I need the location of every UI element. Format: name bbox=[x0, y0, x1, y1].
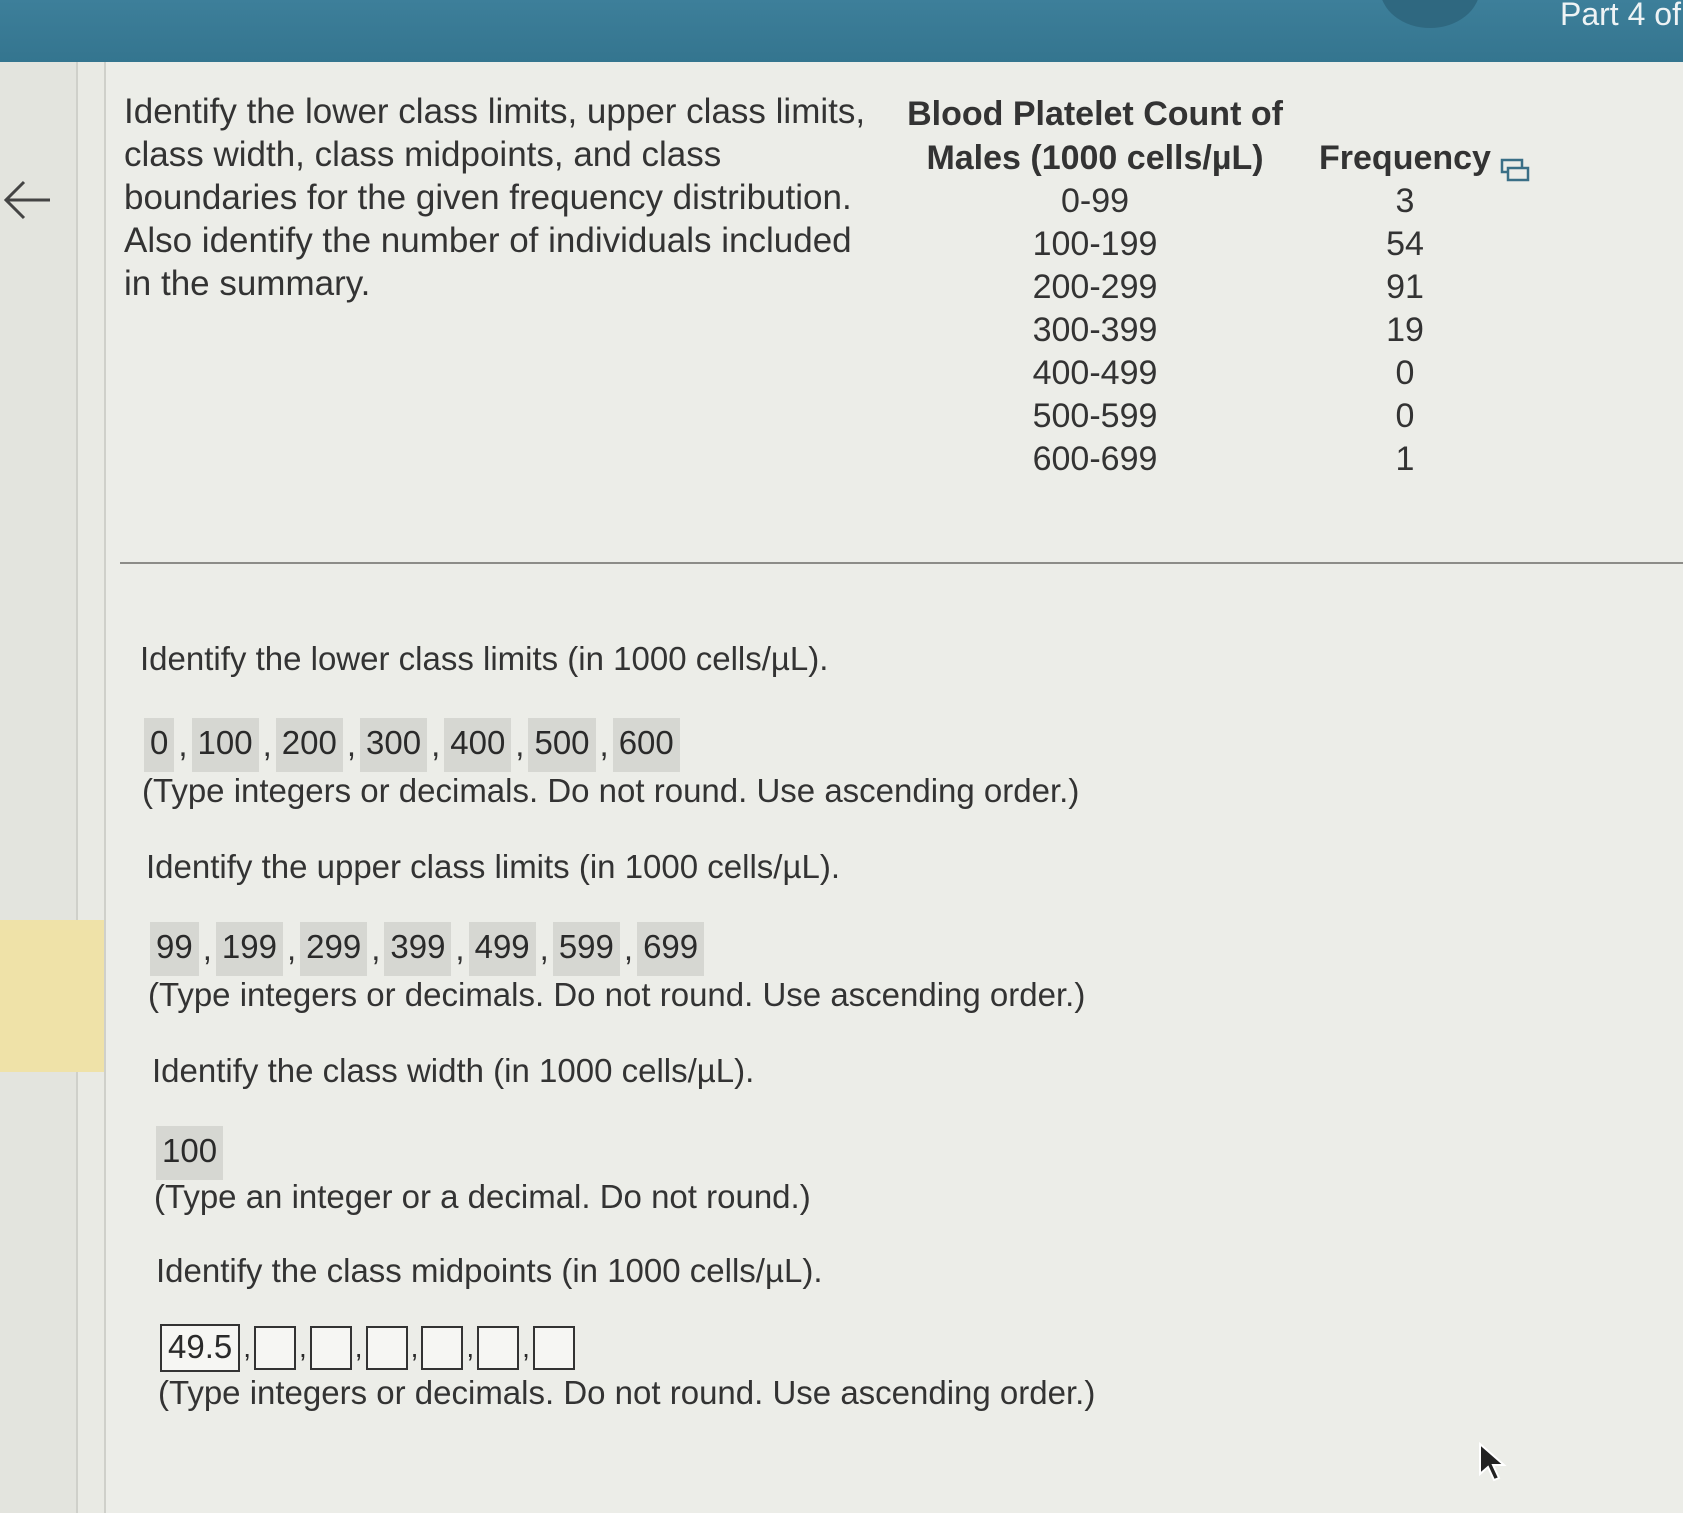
midpoint-input[interactable] bbox=[254, 1326, 296, 1370]
table-row bbox=[900, 266, 1520, 309]
comma-separator: , bbox=[346, 726, 356, 763]
upper-limits-answers bbox=[150, 922, 704, 976]
comma-separator: , bbox=[515, 726, 525, 763]
lower-limit-answer-box[interactable]: 600 bbox=[613, 718, 680, 772]
class-range-cell: 100-199 bbox=[1032, 225, 1158, 263]
midpoint-input[interactable] bbox=[477, 1326, 519, 1370]
class-range-cell: 0-99 bbox=[1060, 182, 1130, 220]
copy-table-icon[interactable] bbox=[1500, 158, 1530, 184]
upper-limit-answer-box[interactable]: 699 bbox=[637, 922, 704, 976]
class-range-cell: 600-699 bbox=[1032, 440, 1158, 478]
upper-limit-answer-box[interactable]: 499 bbox=[469, 922, 536, 976]
frequency-cell: 19 bbox=[1386, 311, 1424, 349]
upper-limits-label: Identify the upper class limits (in 1000 cells/µL). bbox=[146, 848, 840, 885]
comma-separator: , bbox=[623, 930, 634, 967]
left-rail bbox=[0, 62, 78, 1513]
class-width-answer-row bbox=[156, 1126, 223, 1180]
midpoints-label: Identify the class midpoints (in 1000 cells/µL). bbox=[156, 1252, 823, 1289]
frequency-cell: 91 bbox=[1386, 268, 1424, 306]
comma-separator: , bbox=[371, 930, 381, 967]
question-prompt: Identify the lower class limits, upper class limits, class width, class midpoints, and class boundaries for the given frequency distribution. Also identify the number of individuals included in the summary. bbox=[124, 92, 866, 303]
class-width-label: Identify the class width (in 1000 cells/µL). bbox=[152, 1052, 755, 1089]
comma-separator: , bbox=[522, 1332, 530, 1363]
mouse-pointer-icon bbox=[1478, 1442, 1508, 1484]
col-header-platelet bbox=[900, 92, 1290, 180]
comma-separator: , bbox=[286, 930, 297, 967]
class-range-cell: 200-299 bbox=[1032, 268, 1158, 306]
lower-limit-answer-box[interactable]: 0 bbox=[144, 718, 174, 772]
class-width-answer[interactable]: 100 bbox=[156, 1126, 223, 1180]
upper-limit-answer-box[interactable]: 399 bbox=[384, 922, 451, 976]
class-range-cell: 400-499 bbox=[1032, 354, 1158, 392]
midpoints-hint: (Type integers or decimals. Do not round. Use ascending order.) bbox=[158, 1374, 1096, 1411]
col-header-line1: Blood Platelet Count of bbox=[907, 95, 1283, 133]
upper-limits-hint: (Type integers or decimals. Do not round. Use ascending order.) bbox=[148, 976, 1086, 1013]
lower-limit-answer-box[interactable]: 100 bbox=[192, 718, 259, 772]
lower-limits-hint: (Type integers or decimals. Do not round. Use ascending order.) bbox=[142, 772, 1080, 809]
comma-separator: , bbox=[299, 1332, 307, 1363]
comma-separator: , bbox=[410, 1332, 419, 1363]
comma-separator: , bbox=[455, 930, 465, 967]
lower-limits-answers bbox=[144, 718, 680, 772]
header-circle-decoration bbox=[1380, 0, 1480, 28]
midpoint-input[interactable]: 49.5 bbox=[160, 1324, 240, 1372]
back-arrow-icon[interactable] bbox=[2, 180, 52, 220]
lower-limits-label: Identify the lower class limits (in 1000 cells/µL). bbox=[140, 640, 829, 677]
comma-separator: , bbox=[431, 726, 441, 763]
comma-separator: , bbox=[262, 726, 272, 763]
current-part-highlight bbox=[0, 920, 104, 1072]
frequency-cell: 0 bbox=[1395, 354, 1415, 392]
comma-separator: , bbox=[202, 930, 212, 967]
section-divider bbox=[120, 562, 1683, 564]
frequency-cell: 3 bbox=[1395, 182, 1415, 220]
class-range-cell: 500-599 bbox=[1032, 397, 1158, 435]
table-row bbox=[900, 395, 1520, 438]
table-row bbox=[900, 309, 1520, 352]
frequency-cell: 54 bbox=[1386, 225, 1424, 263]
class-width-hint: (Type an integer or a decimal. Do not round.) bbox=[154, 1178, 811, 1215]
midpoint-input[interactable] bbox=[366, 1326, 408, 1370]
upper-limit-answer-box[interactable]: 599 bbox=[553, 922, 620, 976]
upper-limit-answer-box[interactable]: 299 bbox=[300, 922, 367, 976]
lower-limit-answer-box[interactable]: 500 bbox=[528, 718, 595, 772]
lower-limit-answer-box[interactable]: 400 bbox=[444, 718, 511, 772]
frequency-cell: 1 bbox=[1395, 440, 1415, 478]
table-row bbox=[900, 438, 1520, 481]
table-row bbox=[900, 352, 1520, 395]
part-indicator: Part 4 of bbox=[1560, 0, 1681, 32]
comma-separator: , bbox=[466, 1332, 475, 1363]
col-header-frequency: Frequency bbox=[1319, 139, 1491, 177]
col-header-line2: Males (1000 cells/µL) bbox=[926, 139, 1264, 177]
upper-limit-answer-box[interactable]: 199 bbox=[216, 922, 283, 976]
class-range-cell: 300-399 bbox=[1032, 311, 1158, 349]
frequency-table bbox=[900, 92, 1520, 481]
midpoint-input[interactable] bbox=[421, 1326, 463, 1370]
midpoint-input[interactable] bbox=[533, 1326, 575, 1370]
comma-separator: , bbox=[599, 726, 609, 763]
comma-separator: , bbox=[539, 930, 549, 967]
comma-separator: , bbox=[243, 1332, 252, 1363]
top-bar bbox=[0, 0, 1683, 62]
frequency-cell: 0 bbox=[1395, 397, 1415, 435]
lower-limit-answer-box[interactable]: 200 bbox=[276, 718, 343, 772]
table-row bbox=[900, 223, 1520, 266]
upper-limit-answer-box[interactable]: 99 bbox=[150, 922, 199, 976]
midpoints-inputs bbox=[160, 1324, 575, 1372]
comma-separator: , bbox=[354, 1332, 363, 1363]
comma-separator: , bbox=[178, 726, 188, 763]
table-row bbox=[900, 180, 1520, 223]
lower-limit-answer-box[interactable]: 300 bbox=[360, 718, 427, 772]
midpoint-input[interactable] bbox=[310, 1326, 352, 1370]
